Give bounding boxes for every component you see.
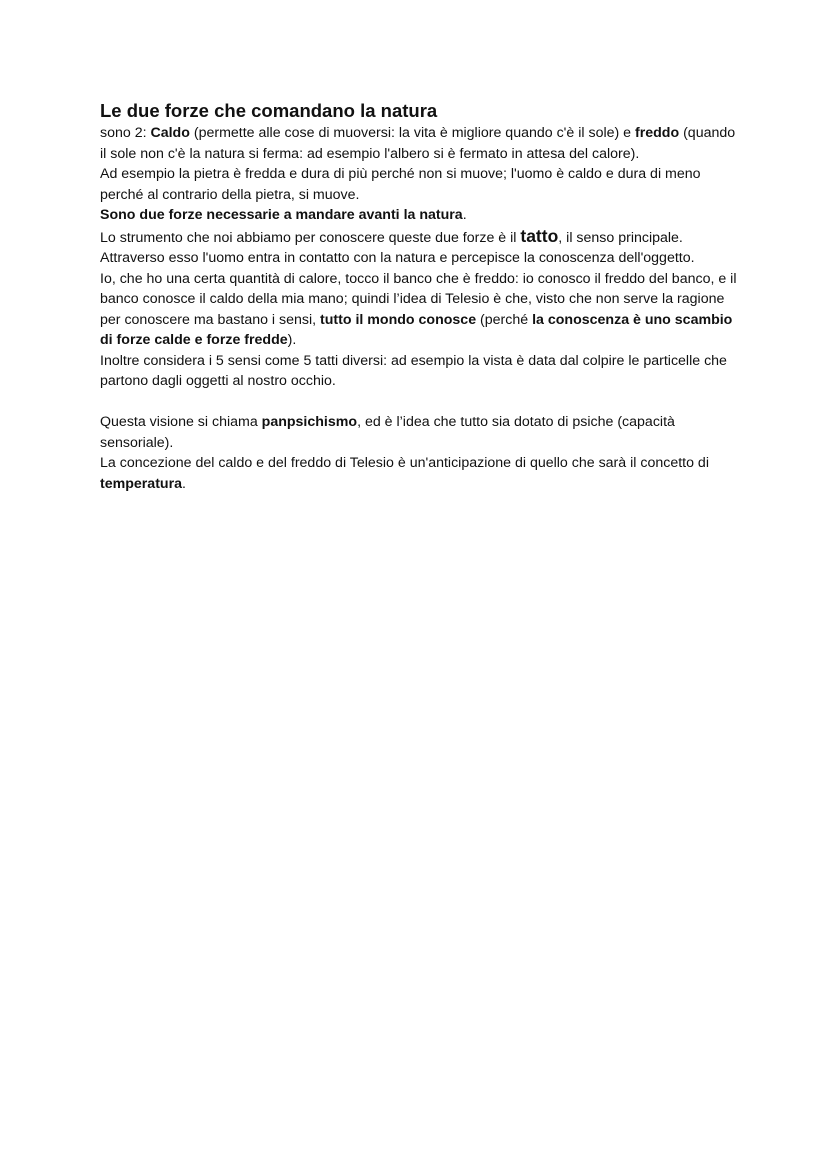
text-span: Questa visione si chiama <box>100 414 262 430</box>
term-conoscenza-scambio: la conoscenza è uno scambio di forze calde e forze fredde <box>100 311 733 348</box>
text-span: Lo strumento che noi abbiamo per conoscere queste due forze è il <box>100 229 521 246</box>
bold-statement: Sono due forze necessarie a mandare avanti la natura <box>100 207 463 223</box>
text-span: Io, che ho una certa quantità di calore, tocco il banco che è freddo: io conosco il freddo del banco, e il banco conosce il caldo della mia mano; quindi l’idea di Telesio è che, visto che non serve la ragione per conoscere ma bastano i sensi, <box>100 270 737 328</box>
text-span: La concezione del caldo e del freddo di Telesio è un'anticipazione di quello che sarà il concetto di <box>100 455 709 471</box>
paragraph-pietra: Ad esempio la pietra è fredda e dura di più perché non si muove; l'uomo è caldo e dura di meno perché al contrario della pietra, si muove. <box>100 166 701 203</box>
paragraph-temperatura <box>100 453 740 494</box>
term-temperatura: temperatura <box>100 475 183 492</box>
term-freddo: freddo <box>635 125 680 141</box>
text-span: (quando il sole non c'è la natura si ferma: ad esempio l'albero si è fermato in attesa del calore). <box>100 125 736 162</box>
document-title: Le due forze che comandano la natura <box>100 100 438 121</box>
text-span: , il senso principale. <box>558 229 683 246</box>
text-span: (perché <box>476 311 533 328</box>
text-span: ). <box>287 332 297 348</box>
paragraph-sensi: Inoltre considera i 5 sensi come 5 tatti diversi: ad esempio la vista è data dal colpire le particelle che partono dagli oggetti al nostro occhio. <box>100 352 727 389</box>
text-span: . <box>462 207 467 223</box>
paragraph-strumento <box>100 226 740 249</box>
text-span: . <box>182 475 186 492</box>
term-caldo: Caldo <box>150 125 190 141</box>
paragraph-spacer <box>100 392 740 413</box>
text-span: (permette alle cose di muoversi: la vita è migliore quando c'è il sole) e <box>189 125 635 141</box>
paragraph-panpsichismo <box>100 412 740 453</box>
text-span: , ed è l’idea che tutto sia dotato di psiche (capacità sensoriale). <box>100 414 675 451</box>
term-tutto-il-mondo-conosce: tutto il mondo conosce <box>320 311 477 328</box>
term-panpsichismo: panpsichismo <box>261 414 358 430</box>
document-body <box>100 123 740 494</box>
term-tatto: tatto <box>520 225 559 246</box>
text-span: sono 2: <box>100 125 151 141</box>
paragraph-banco <box>100 269 740 351</box>
paragraph-forces <box>100 123 740 164</box>
paragraph-contatto: Attraverso esso l'uomo entra in contatto con la natura e percepisce la conoscenza dell'oggetto. <box>100 250 695 266</box>
paragraph-necessarie <box>100 205 740 226</box>
document-page <box>100 100 740 494</box>
